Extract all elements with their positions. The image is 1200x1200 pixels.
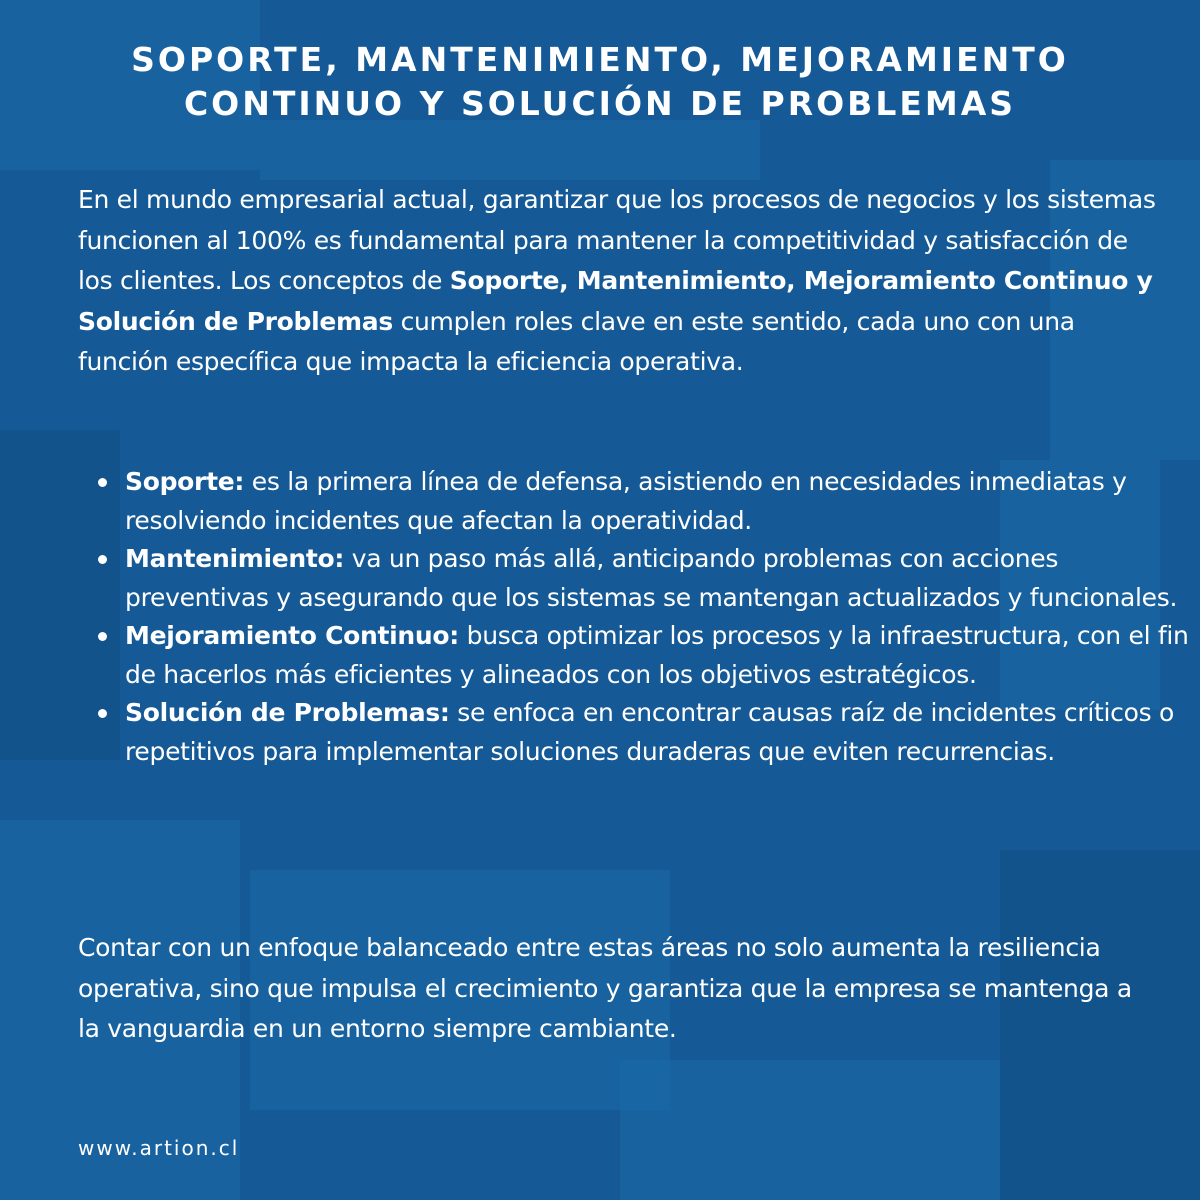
list-item-term: Mantenimiento: [125, 544, 345, 573]
list-item-mejoramiento [125, 617, 1200, 694]
post-title: SOPORTE, MANTENIMIENTO, MEJORAMIENTO CONTINUO Y SOLUCIÓN DE PROBLEMAS [131, 40, 1069, 123]
list-item-soporte [125, 463, 1200, 540]
intro-text-start: En el mundo empresarial actual, garantizar que los procesos de negocios y los sistemas funcionen al 100% es fundamental para mantener la competitividad y satisfacción de los clientes. Los conceptos de [78, 185, 1156, 295]
intro-bold-concepts: Soporte, Mantenimiento, Mejoramiento Continuo y Solución de Problemas [78, 266, 1153, 336]
list-item-text: va un paso más allá, anticipando problemas con acciones preventivas y asegurando que los sistemas se mantengan actualizados y funcionales. [125, 544, 1178, 612]
website-link[interactable]: www.artion.cl [78, 1136, 240, 1160]
intro-paragraph [78, 180, 1158, 383]
list-item-text: es la primera línea de defensa, asistiendo en necesidades inmediatas y resolviendo incidentes que afectan la operatividad. [125, 467, 1127, 535]
list-item-term: Mejoramiento Continuo: [125, 621, 459, 650]
bullet-icon [98, 478, 107, 487]
list-item-mantenimiento [125, 540, 1200, 617]
closing-paragraph: Contar con un enfoque balanceado entre estas áreas no solo aumenta la resiliencia operativa, sino que impulsa el crecimiento y garantiza que la empresa se mantenga a la vanguardia en un entorno siempre cambiante. [78, 933, 1132, 1043]
list-item-text: se enfoca en encontrar causas raíz de incidentes críticos o repetitivos para implementar soluciones duraderas que eviten recurrencias. [125, 698, 1174, 766]
bullet-icon [98, 555, 107, 564]
bullet-icon [98, 709, 107, 718]
list-item-text: busca optimizar los procesos y la infraestructura, con el fin de hacerlos más eficientes y alineados con los objetivos estratégicos. [125, 621, 1189, 689]
bullet-icon [98, 632, 107, 641]
intro-text-end: cumplen roles clave en este sentido, cada uno con una función específica que impacta la eficiencia operativa. [78, 306, 1075, 376]
concept-list [78, 463, 1200, 771]
list-item-term: Solución de Problemas: [125, 698, 450, 727]
list-item-term: Soporte: [125, 467, 245, 496]
list-item-solucion [125, 694, 1200, 771]
